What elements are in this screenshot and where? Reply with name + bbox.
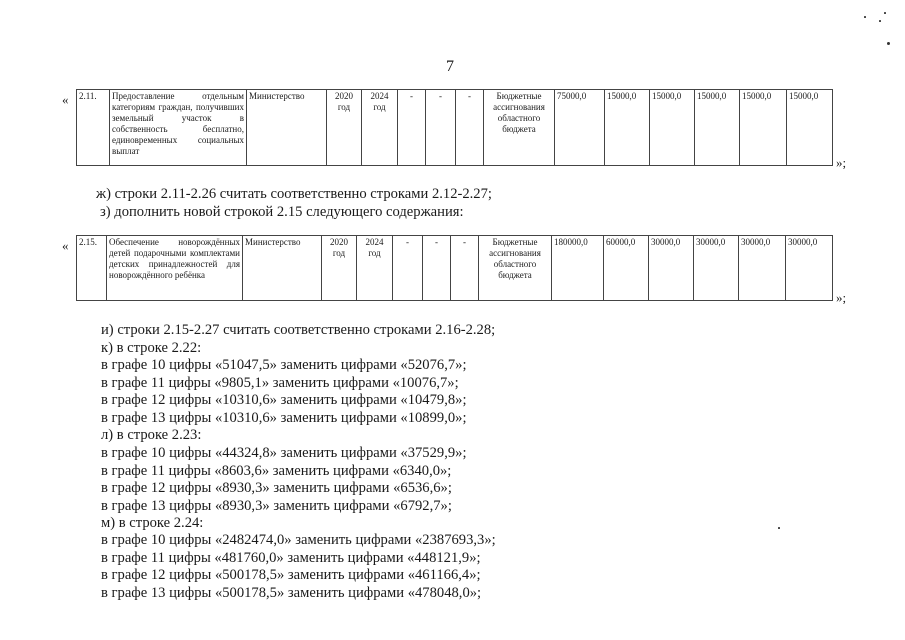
open-quote-2-15: «	[62, 238, 69, 253]
row-name: Обеспечение новорождённых детей подарочными комплектами детских принадлежностей для новорождённого ребёнка	[107, 236, 243, 301]
paragraph: в графе 12 цифры «10310,6» заменить цифрами «10479,8»;	[101, 392, 467, 408]
row-value: 75000,0	[555, 90, 605, 166]
row-value: 15000,0	[740, 90, 787, 166]
row-dash: -	[451, 236, 479, 301]
paragraph: к) в строке 2.22:	[101, 340, 202, 356]
table-row-2-11	[76, 89, 833, 166]
row-dash: -	[456, 90, 484, 166]
paragraph-z: з) дополнить новой строкой 2.15 следующего содержания:	[100, 204, 464, 220]
row-number: 2.15.	[77, 236, 107, 301]
row-dash: -	[398, 90, 426, 166]
paragraph: в графе 13 цифры «500178,5» заменить цифрами «478048,0»;	[101, 585, 482, 601]
paragraph: в графе 13 цифры «10310,6» заменить цифрами «10899,0»;	[101, 410, 467, 426]
row-name: Предоставление отдельным категориям граждан, получивших земельный участок в собственность бесплатно, единовременных социальных выплат	[110, 90, 247, 166]
row-dash: -	[393, 236, 423, 301]
table-row-2-15	[76, 235, 833, 301]
row-year-end: 2024 год	[362, 90, 398, 166]
row-value: 60000,0	[604, 236, 649, 301]
row-value: 15000,0	[695, 90, 740, 166]
row-executor: Министерство	[247, 90, 327, 166]
close-quote-2-11: »;	[836, 155, 847, 170]
row-funding-source: Бюджетные ассигнования областного бюджета	[484, 90, 555, 166]
paragraph: м) в строке 2.24:	[101, 515, 204, 531]
row-value: 30000,0	[786, 236, 833, 301]
paragraph: в графе 10 цифры «51047,5» заменить цифрами «52076,7»;	[101, 357, 467, 373]
row-value: 15000,0	[650, 90, 695, 166]
paragraph: и) строки 2.15-2.27 считать соответственно строками 2.16-2.28;	[101, 322, 496, 338]
row-year-end: 2024 год	[357, 236, 393, 301]
open-quote-2-11: «	[62, 92, 69, 107]
row-funding-source: Бюджетные ассигнования областного бюджета	[479, 236, 552, 301]
paragraph: в графе 12 цифры «500178,5» заменить цифрами «461166,4»;	[101, 567, 481, 583]
row-year-start: 2020 год	[327, 90, 362, 166]
paragraph: в графе 11 цифры «8603,6» заменить цифрами «6340,0»;	[101, 463, 452, 479]
paragraph: в графе 10 цифры «44324,8» заменить цифрами «37529,9»;	[101, 445, 467, 461]
paragraph: в графе 11 цифры «481760,0» заменить цифрами «448121,9»;	[101, 550, 481, 566]
row-value: 30000,0	[649, 236, 694, 301]
row-number: 2.11.	[77, 90, 110, 166]
row-value: 15000,0	[787, 90, 833, 166]
paragraph: л) в строке 2.23:	[101, 427, 202, 443]
paragraph: в графе 11 цифры «9805,1» заменить цифрами «10076,7»;	[101, 375, 459, 391]
row-value: 30000,0	[739, 236, 786, 301]
page-number: 7	[446, 58, 454, 75]
row-value: 180000,0	[552, 236, 604, 301]
paragraph: в графе 12 цифры «8930,3» заменить цифрами «6536,6»;	[101, 480, 452, 496]
row-executor: Министерство	[243, 236, 322, 301]
close-quote-2-15: »;	[836, 290, 847, 305]
row-year-start: 2020 год	[322, 236, 357, 301]
paragraph: в графе 13 цифры «8930,3» заменить цифрами «6792,7»;	[101, 498, 452, 514]
row-dash: -	[423, 236, 451, 301]
row-dash: -	[426, 90, 456, 166]
paragraph: в графе 10 цифры «2482474,0» заменить цифрами «2387693,3»;	[101, 532, 496, 548]
paragraph-zh: ж) строки 2.11-2.26 считать соответственно строками 2.12-2.27;	[96, 186, 492, 202]
row-value: 30000,0	[694, 236, 739, 301]
row-value: 15000,0	[605, 90, 650, 166]
